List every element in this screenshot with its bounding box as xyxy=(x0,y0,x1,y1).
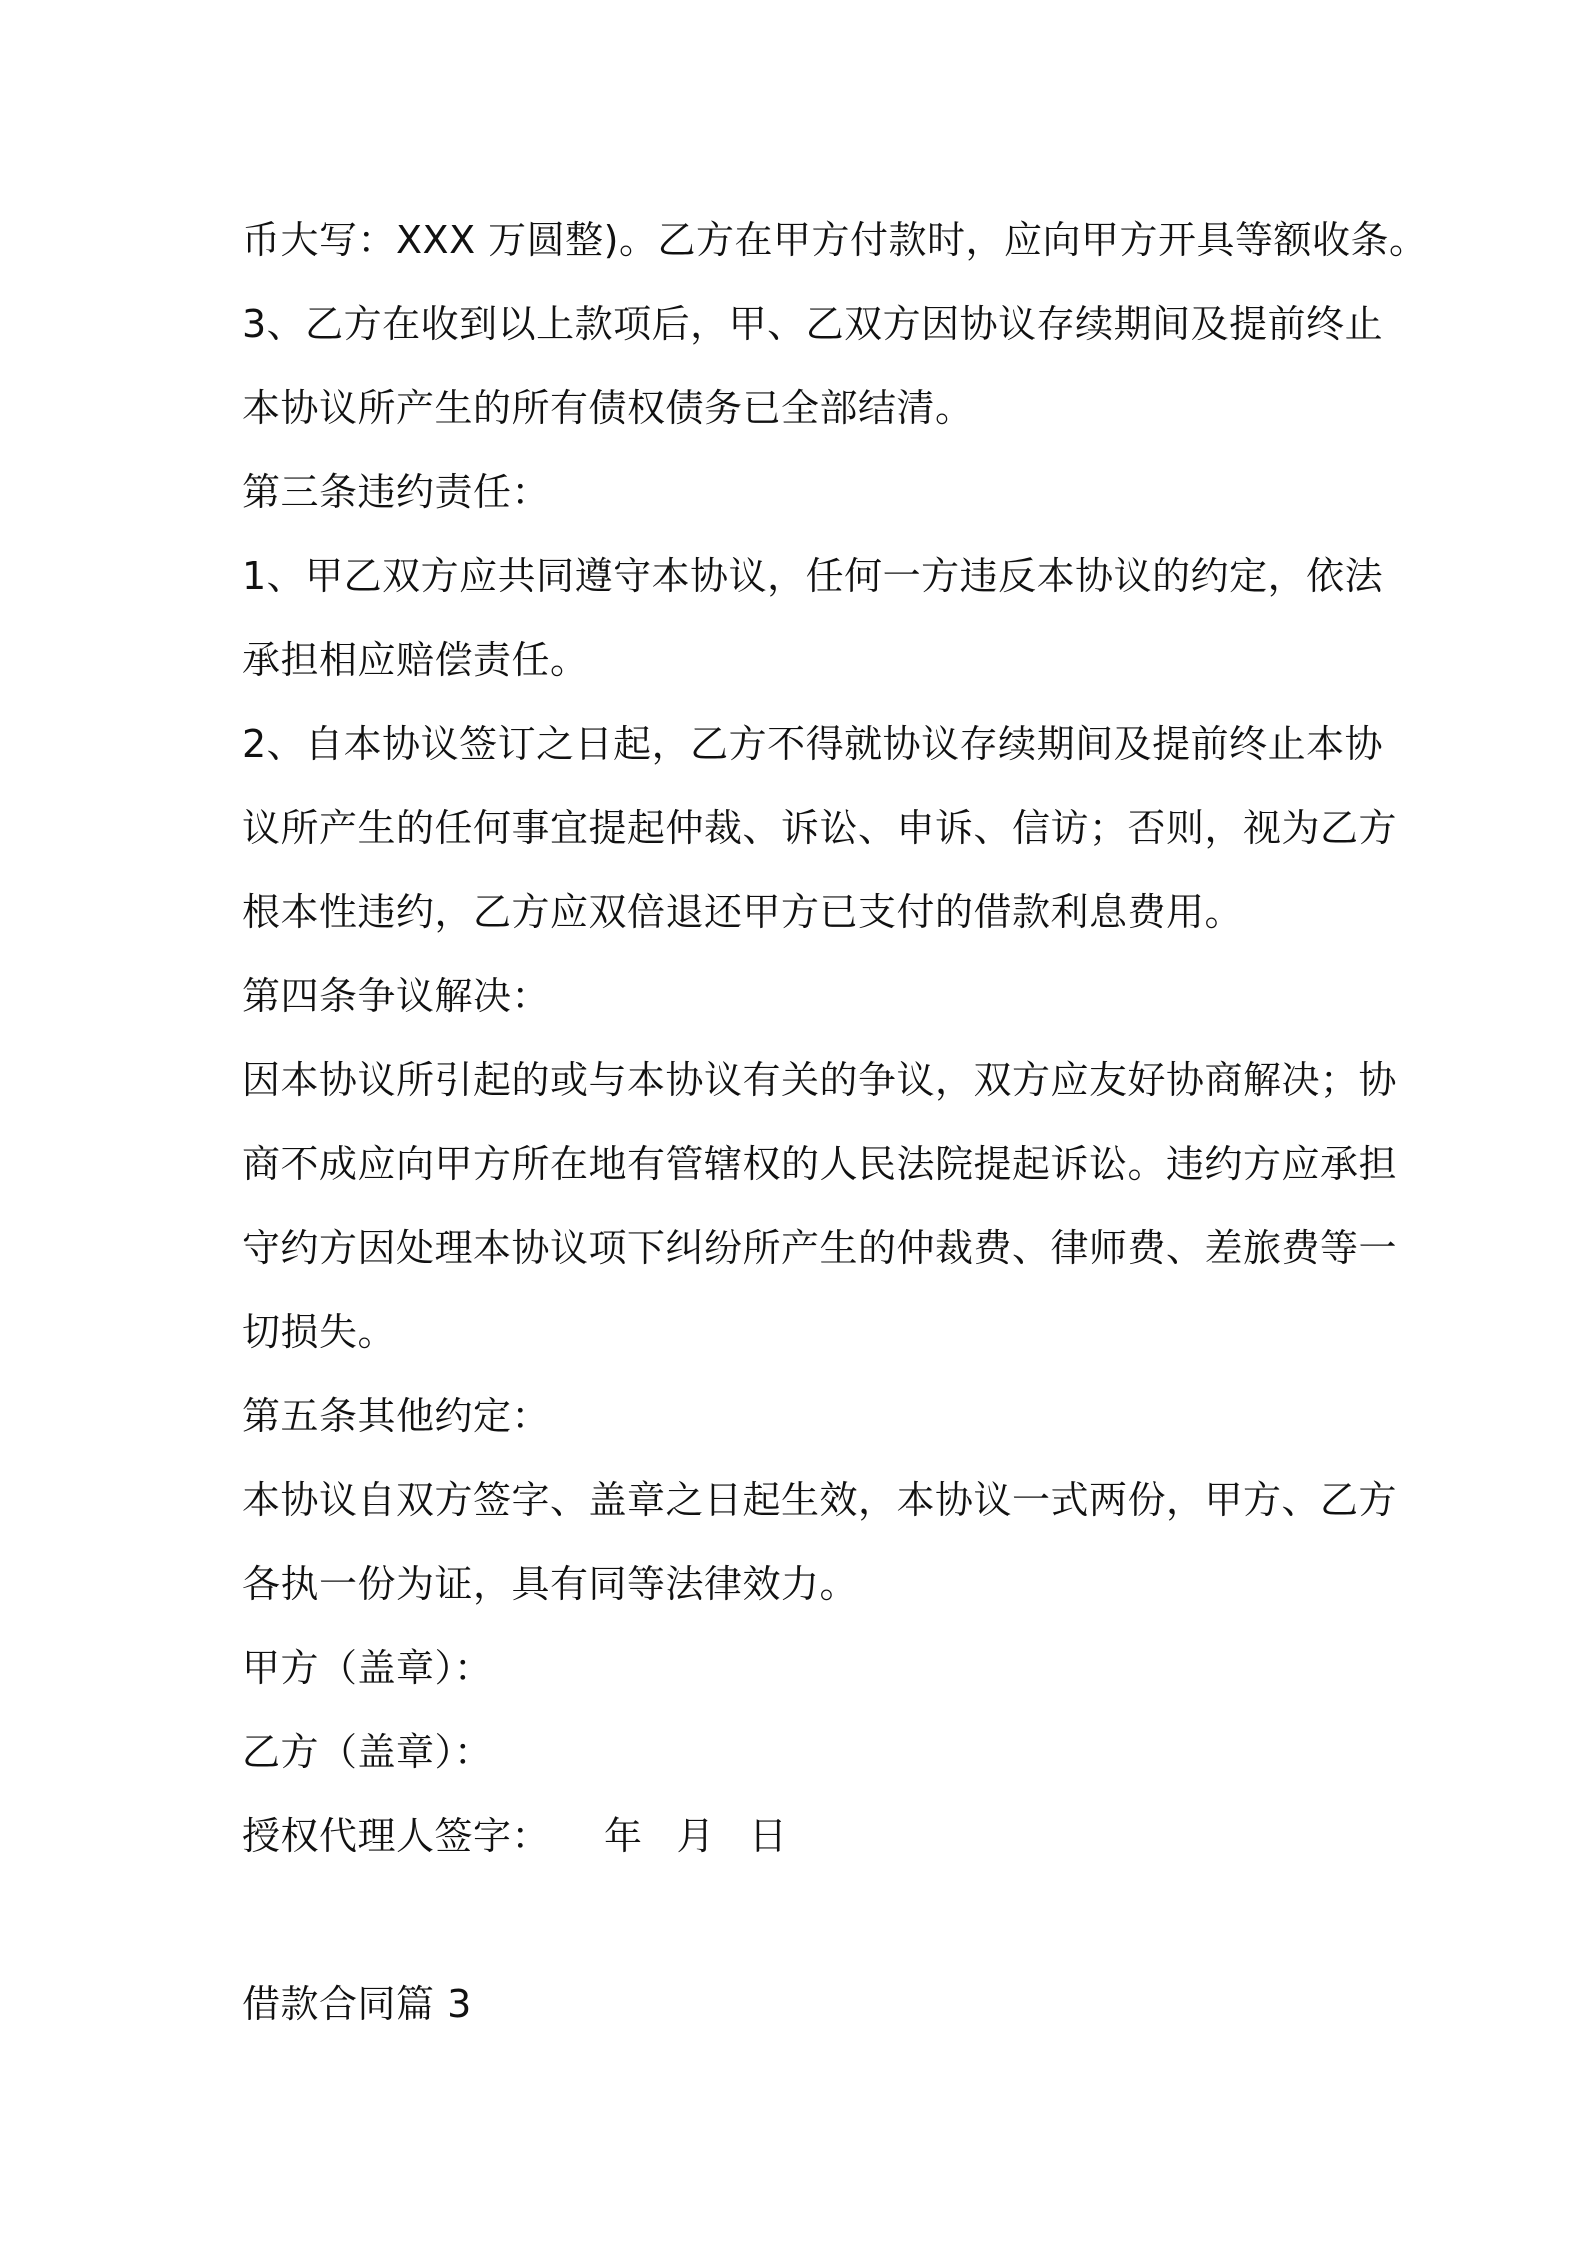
section-heading: 第三条违约责任： xyxy=(242,470,551,514)
date-year: 年 xyxy=(604,1814,643,1858)
party-b-seal-line: 乙方（盖章）： xyxy=(242,1730,493,1774)
text-line: 守约方因处理本协议项下纠纷所产生的仲裁费、律师费、差旅费等一 xyxy=(242,1226,1398,1270)
text-line: 3、乙方在收到以上款项后，甲、乙双方因协议存续期间及提前终止 xyxy=(242,302,1384,346)
signature-label: 授权代理人签字： xyxy=(242,1814,551,1858)
date-day: 日 xyxy=(749,1814,788,1858)
text-line: 商不成应向甲方所在地有管辖权的人民法院提起诉讼。违约方应承担 xyxy=(242,1142,1398,1186)
date-month: 月 xyxy=(676,1814,716,1858)
text-line: 各执一份为证，具有同等法律效力。 xyxy=(242,1562,859,1606)
party-a-seal-line: 甲方（盖章）： xyxy=(242,1646,493,1690)
text-line: 切损失。 xyxy=(242,1310,397,1354)
section-heading: 第五条其他约定： xyxy=(242,1394,551,1438)
text-line: 本协议自双方签字、盖章之日起生效，本协议一式两份，甲方、乙方 xyxy=(242,1478,1398,1522)
text-line: 币大写：XXX 万圆整)。乙方在甲方付款时，应向甲方开具等额收条。 xyxy=(242,218,1428,262)
text-line: 承担相应赔偿责任。 xyxy=(242,638,589,682)
text-line: 2、自本协议签订之日起，乙方不得就协议存续期间及提前终止本协 xyxy=(242,722,1384,766)
document-body xyxy=(242,198,1428,2046)
next-section-title: 借款合同篇 3 xyxy=(242,1982,472,2026)
text-line: 因本协议所引起的或与本协议有关的争议，双方应友好协商解决；协 xyxy=(242,1058,1398,1102)
text-line: 1、甲乙双方应共同遵守本协议，任何一方违反本协议的约定，依法 xyxy=(242,554,1384,598)
text-line: 议所产生的任何事宜提起仲裁、诉讼、申诉、信访；否则，视为乙方 xyxy=(242,806,1398,850)
text-line: 根本性违约，乙方应双倍退还甲方已支付的借款利息费用。 xyxy=(242,890,1244,934)
signature-date-line xyxy=(242,1794,1372,1878)
blank-gap xyxy=(242,1878,1372,1962)
text-line: 本协议所产生的所有债权债务已全部结清。 xyxy=(242,386,974,430)
section-heading: 第四条争议解决： xyxy=(242,974,551,1018)
